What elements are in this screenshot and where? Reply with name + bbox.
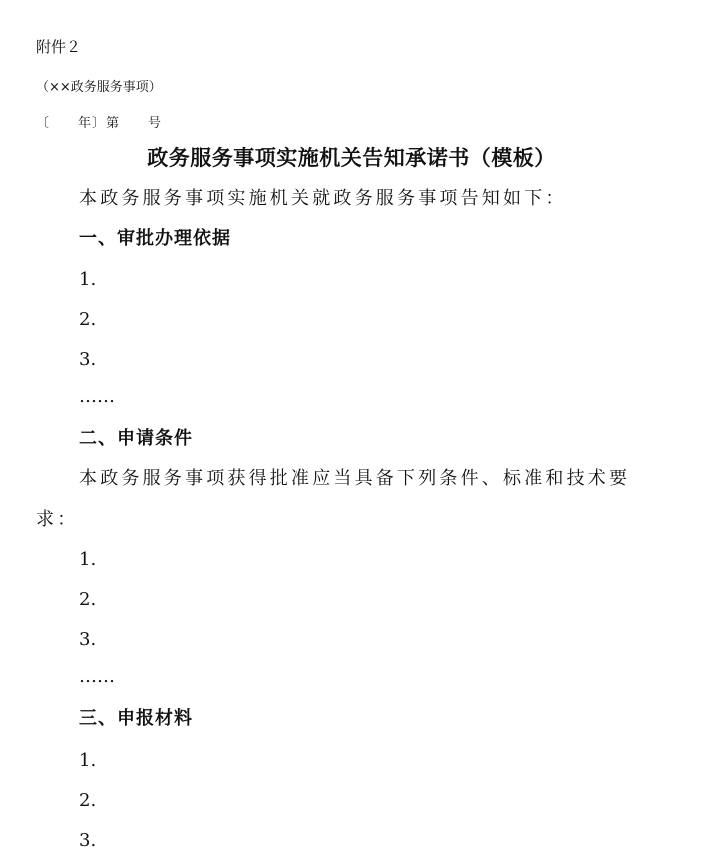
section-heading-materials: 三、申报材料 (79, 708, 193, 729)
list-item: 1. (79, 750, 97, 771)
section-heading-conditions: 二、申请条件 (79, 428, 193, 449)
list-ellipsis: …… (79, 386, 115, 407)
list-item: 3. (79, 629, 97, 650)
list-item: 3. (79, 830, 97, 851)
attachment-label: 附件２ (36, 38, 82, 56)
list-item: 1. (79, 269, 97, 290)
matter-placeholder: （××政务服务事项） (36, 80, 162, 95)
intro-paragraph: 本政务服务事项实施机关就政务服务事项告知如下： (79, 188, 567, 209)
document-title: 政务服务事项实施机关告知承诺书（模板） (147, 145, 556, 170)
list-item: 2. (79, 309, 97, 330)
document-number: 〔 年〕第 号 (36, 116, 163, 131)
list-item: 2. (79, 790, 97, 811)
list-item: 2. (79, 589, 97, 610)
list-item: 1. (79, 549, 97, 570)
list-item: 3. (79, 349, 97, 370)
section-heading-basis: 一、审批办理依据 (79, 228, 231, 249)
list-ellipsis: …… (79, 666, 115, 687)
conditions-paragraph-line1: 本政务服务事项获得批准应当具备下列条件、标准和技术要 (79, 468, 631, 489)
conditions-paragraph-line2: 求： (36, 509, 79, 530)
